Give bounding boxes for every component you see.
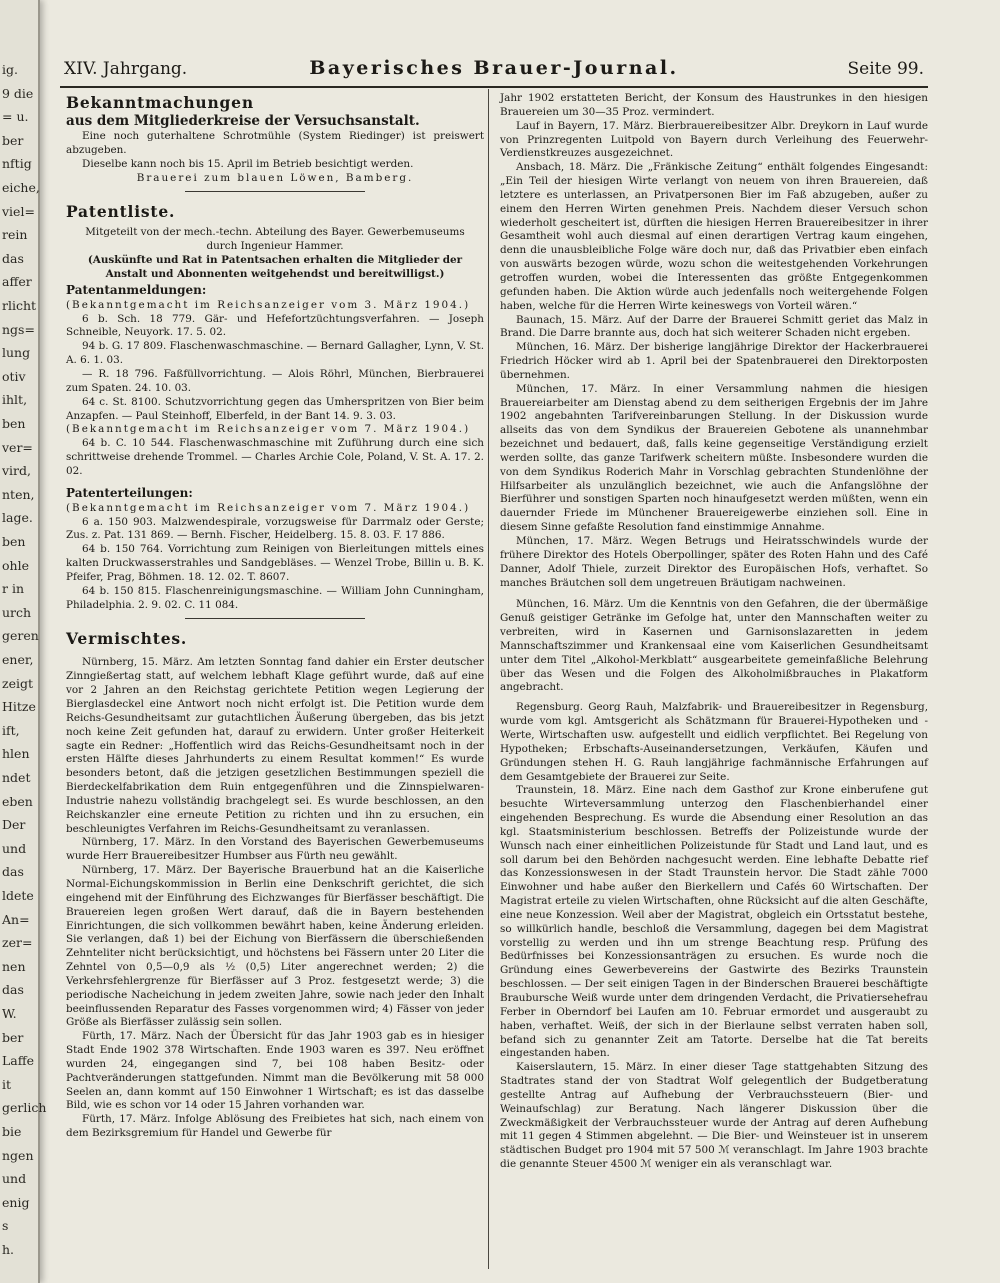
gutter-fragment: rlicht [2,298,37,313]
news-item: Fürth, 17. März. Infolge Ablösung des Freibietes hat sich, nach einem von dem Bezirksgremium für Handel und Gewerbe für [66,1113,484,1140]
page-header [60,56,928,86]
left-column [66,93,484,1273]
gutter-fragment: ver= [2,439,33,455]
gutter-fragment: nftig [2,156,32,172]
news-item: Regensburg. Georg Rauh, Malzfabrik- und Brauereibesitzer in Regensburg, wurde vom kgl. Amtsgericht als Schätzmann für Brauerei-Hypotheken und -Werte, Wirtschaften usw. aufgestellt und eidlich verpflichtet. Bei Regelung von Hypotheken; Erbschafts-Auseinandersetzungen, Verkäufen, Käufen und Gründungen stehen H. G. Rauh langjährige fachmännische Erfahrungen auf dem Gesamtgebiete der Brauerei zur Seite. [500,701,928,783]
news-item: München, 17. März. In einer Versammlung nahmen die hiesigen Brauereiarbeiter am Dienstag abend zu dem seitherigen Ergebnis der im Jahre 1902 angebahnten Tarifvereinbarungen Stellung. In der Diskussion wurde allseits das von dem Syndikus der Brauereien Gebotene als unannehmbar bezeichnet und bedauert, daß, falls keine gegenseitige Verständigung erzielt werden sollte, das ganze Tarifwerk scheitern müßte. Insbesondere wurden die von dem Syndikus Roderich Mahr in Vorschlag gebrachten Stundenlöhne der Hilfsarbeiter als unzulänglich bezeichnet, wie auch die Anfangslöhne der Bierführer und sonstigen Sparten noch hinaufgesetzt werden müßten, wenn ein dauernder Friede im Münchener Brauereigewerbe einziehen soll. Eine in diesem Sinne gefaßte Resolution fand einstimmige Annahme. [500,382,928,534]
news-item: Nürnberg, 17. März. In den Vorstand des Bayerischen Gewerbemuseums wurde Herr Brauereibesitzer Humbser aus Fürth neu gewählt. [66,836,484,863]
news-item: Ansbach, 18. März. Die „Fränkische Zeitung“ enthält folgendes Eingesandt: „Ein Teil der hiesigen Wirte verlangt von neuem von ihren Brauereien, daß letztere es unterlassen, an Privatpersonen Bier im Faß abzugeben, außer zu einem den Herren Wirten genehmen Preis. Nachdem dieser Versuch schon wiederholt gescheitert ist, dürften die hiesigen Herren Brauereibesitzer in ihrer Gesamtheit wohl auch diesmal auf einen derartigen Vertrag kaum eingehen, denn die unausbleibliche Folge wäre doch nur, daß das Privatbier eben einfach von auswärts bezogen würde, wozu schon die weitestgehenden Vorkehrungen getroffen wurden, wobei die Interessenten das größte Entgegenkommen gefunden haben. Die Aktion würde auch jedenfalls noch weitergehende Folgen haben, welche für die Herren Wirte keineswegs von Vorteil wären.“ [500,161,928,312]
source-line: (Bekanntgemacht im Reichsanzeiger vom 7. März 1904.) [66,423,471,436]
source-line: (Bekanntgemacht im Reichsanzeiger vom 3. März 1904.) [66,298,471,311]
gutter-fragment: urch [2,604,32,620]
gutter-fragment: W. [2,1006,17,1021]
gutter-fragment: eben [2,793,33,809]
gutter-fragment: nen [2,958,26,974]
gutter-fragment: zeigt [2,675,34,691]
news-item: Traunstein, 18. März. Eine nach dem Gasthof zur Krone einberufene gut besuchte Wirteversammlung unterzog den Flaschenbierhandel einer eingehenden Besprechung. Es wurde die Absendung einer Resolution an das kgl. Staatsministerium beschlossen. Betreffs der Polizeistunde wurde der Wunsch nach einer einheitlichen Polizeistunde für Stadt und Land laut, und es soll darum bei den Behörden nachgesucht werden. Eine lebhafte Debatte rief das Konzessionswesen in der Stadt Traunstein hervor. Die Stadt zähle 7000 Einwohner und habe außer den Bierkellern und Cafés 60 Wirtschaften. Der Magistrat erteile zu vielen Wirtschaften, ohne Rücksicht auf die alten Geschäfte, eine neue Konzession. Weil aber der Magistrat, obgleich ein Ortsstatut bestehe, so willkürlich handle, beschloß die Versammlung, dagegen bei dem Magistrat vorstellig zu werden und ihn um strenge Beachtung resp. Prüfung des Bedürfnisses bei Konzessionsanträgen zu ersuchen. Es wurde noch die Gründung eines Gewerbevereins der Gastwirte des Bezirks Traunstein beschlossen. — Der seit einigen Tagen in der Binderschen Brauerei beschäftigte Brauburschе Weiß wurde unter dem dringenden Verdacht, die Privatiersehefrau Ferber in Oberndorf bei Laufen am 10. Februar ermordet und ausgeraubt zu haben, verhaftet. Weiß, der sich in der Bierlaune selbst verraten haben soll, befand sich zu genannter Zeit am Tatorte. Derselbe hat die Tat bereits eingestanden haben. [500,784,928,1060]
gutter-fragment: ener, [2,652,34,667]
gutter-fragment: ngs= [2,321,35,337]
gutter-fragment: = u. [2,109,29,125]
gutter-fragment: 9 die [2,85,34,101]
announcements-subtitle: aus dem Mitgliederkreise der Versuchsanstalt. [66,113,420,129]
gutter-fragment: affer [2,274,32,290]
gutter-fragment: ohle [2,557,29,573]
column-divider [488,89,489,1269]
news-item: München, 17. März. Wegen Betrugs und Heiratsschwindels wurde der frühere Direktor des Hotels Oberpollinger, später des Roten Hahn und des Café Danner, Adolf Thiele, zurzeit Direktor des Europäischen Hofs, verhaftet. So manches Bräutchen soll dem ungetreuen Bräutigam nachweinen. [500,535,928,589]
patent-entry: 6 a. 150 903. Malzwendespirale, vorzugsweise für Darrmalz oder Gerste; Zus. z. Pat. 131 869. — Bernh. Fischer, Heidelberg. 15. 8. 03. F. 17 886. [66,515,484,542]
news-item: München, 16. März. Der bisherige langjährige Direktor der Hackerbrauerei Friedrich Höcker wird ab 1. April bei der Spatenbrauerei den Direktorposten übernehmen. [500,341,928,381]
gutter-fragment: rein [2,227,28,243]
gutter-fragment: it [2,1076,12,1092]
announcement-text: Eine noch guterhaltene Schrotmühle (System Riedinger) ist preiswert abzugeben. [66,130,484,156]
gutter-fragment: Der [2,817,26,833]
gutter-fragment: lage. [2,510,33,526]
gutter-fragment: bie [2,1124,22,1139]
gutter-fragment: das [2,864,24,880]
patents-title: Patentliste. [66,202,176,222]
gutter-fragment: lung [2,345,31,361]
gutter-fragment: ben [2,416,26,431]
patent-entry: 6 b. Sch. 18 779. Gär- und Hefefortzüchtungsverfahren. — Joseph Schneible, Neuyork. 17. 5. 02. [66,312,484,339]
right-column [500,92,928,1272]
gutter-fragment: otiv [2,368,26,384]
announcement-signature: Brauerei zum blauen Löwen, Bamberg. [136,171,414,184]
news-item: Baunach, 15. März. Auf der Darre der Brauerei Schmitt geriet das Malz in Brand. Die Darre brannte aus, doch hat sich weiterer Schaden nicht ergeben. [500,313,928,340]
gutter-fragment: eiche, [2,180,40,195]
page-number: Seite 99. [847,59,924,79]
patent-grants-title: Patenterteilungen: [66,485,193,500]
gutter-fragment: nten, [2,486,35,502]
news-item: Fürth, 17. März. Nach der Übersicht für das Jahr 1903 gab es in hiesiger Stadt Ende 1902 378 Wirtschaften. Ende 1903 waren es 397. Neu eröffnet wurden 24, eingegangen sind 7, bei 108 haben Besitz- oder Pachtveränderungen stattgefunden. Nimmt man die Bevölkerung mit 58 000 Seelen an, dann kommt auf 150 Einwohner 1 Wirtschaft; es ist das dasselbe Bild, wie es schon vor 14 oder 15 Jahren vorhanden war. [66,1030,484,1112]
patent-entry: — R. 18 796. Faßfüllvorrichtung. — Alois Röhrl, München, Bierbrauerei zum Spaten. 24. 10. 03. [66,367,484,394]
gutter-fragment: das [2,982,24,998]
gutter-fragment: viel= [2,203,35,219]
journal-title: Bayerisches Brauer-Journal. [309,57,679,79]
section-divider [185,618,365,619]
gutter-fragment: gerlich [2,1100,47,1116]
news-item: Lauf in Bayern, 17. März. Bierbrauereibesitzer Albr. Dreykorn in Lauf wurde von Prinzregenten Luitpold von Bayern durch Verleihung des Feuerwehr-Verdienstkreuzes ausgezeichnet. [500,119,928,160]
announcement-text: Dieselbe kann noch bis 15. April im Betrieb besichtigt werden. [82,157,414,170]
gutter-fragment: ber [2,132,24,148]
header-rule [60,86,928,88]
gutter-fragment: Laffe [2,1053,35,1069]
patents-credit: Mitgeteilt von der mech.-techn. Abteilung des Bayer. Gewerbemuseums [85,226,465,239]
patents-credit: durch Ingenieur Hammer. [206,240,344,253]
gutter-fragment: ngen [2,1147,34,1163]
gutter-fragment: und [2,840,27,856]
patent-entry: 94 b. G. 17 809. Flaschenwaschmaschine. — Bernard Gallagher, Lynn, V. St. A. 6. 1. 03. [66,340,484,367]
gutter-fragment: ift, [2,722,20,738]
announcements-title: Bekanntmachungen [66,93,254,112]
gutter-fragment: s [2,1218,9,1234]
patent-entry: 64 b. C. 10 544. Flaschenwaschmaschine mit Zuführung durch eine sich schrittweise drehende Trommel. — Charles Archie Cole, Poland, V. St. A. 17. 2. 02. [66,437,484,477]
gutter-fragment: ndet [2,770,31,785]
patent-applications-title: Patentanmeldungen: [66,282,207,297]
adjacent-page-gutter [0,0,47,1283]
misc-title: Vermischtes. [66,629,188,649]
patent-entry: 64 b. 150 815. Flaschenreinigungsmaschine. — William John Cunningham, Philadelphia. 2. 9. 02. C. 11 084. [66,584,484,611]
news-item: Nürnberg, 17. März. Der Bayerische Brauerbund hat an die Kaiserliche Normal-Eichungskommission in Berlin eine Denkschrift gerichtet, die sich eingehend mit der Einführung des Eichzwanges für Bierfässer beschäftigt. Die Brauereien legen großen Wert darauf, daß die in Bayern bestehenden Einrichtungen, die sich vollkommen bewährt haben, keine Änderung erleiden. Sie verlangen, daß 1) bei der Eichung von Bierfässern die überschießenden Zehnteliter nicht berücksichtigt, und höchstens bei Fässern unter 20 Liter die Zehntel von 0,5—0,9 als ½ (0,5) Liter angerechnet werden; 2) die Verkehrsfehlergrenze für Bierfässer auf 3 Proz. festgesetzt werde; 3) die periodische Nacheichung in jedem zweiten Jahre, sowie nach jeder den Inhalt beeinflussenden Reparatur des Fasses vorgenommen wird; 4) Fässer von jeder Größe als Bierfässer zulässig sein sollen. [66,864,484,1029]
gutter-fragment: ig. [2,62,18,77]
patent-entry: 64 c. St. 8100. Schutzvorrichtung gegen das Umherspritzen von Bier beim Anzapfen. — Paul Steinhoff, Elberfeld, in der Bant 14. 9. 3. 03. [66,395,484,422]
patents-note: (Auskünfte und Rat in Patentsachen erhalten die Mitglieder der Anstalt und Abonnenten weitgehendst und bereitwilligst.) [87,254,463,280]
news-item: München, 16. März. Um die Kenntnis von den Gefahren, die der übermäßige Genuß geistiger Getränke im Gefolge hat, unter den Mannschaften weiter zu verbreiten, wird in Kasernen und Garnisonslazaretten in jedem Mannschaftszimmer und Krankensaal eine vom Kaiserlichen Gesundheitsamt unter dem Titel „Alkohol-Merkblatt“ ausgearbeitete gemeinfaßliche Belehrung über das Wesen und die Folgen des Alkoholmißbrauches in Plakatform angebracht. [500,598,928,694]
news-item: Nürnberg, 15. März. Am letzten Sonntag fand dahier ein Erster deutscher Zinngießertag statt, auf welchem lebhaft Klage geführt wurde, daß auf eine vor 2 Jahren an den Reichstag gerichtete Petition wegen Legierung der Bierglasdeckel eine Antwort noch nicht erfolgt ist. Die Petition wurde dem Reichs-Gesundheitsamt zur gutachtlichen Äußerung übergeben, das bis jetzt noch keine Zeit gefunden hat, darauf zu erwidern. Unter großer Heiterkeit sagte ein Redner: „Hoffentlich wird das Reichs-Gesundheitsamt noch in der ersten Hälfte dieses Jahrhunderts zu einem Resultat kommen!“ Es wurde besonders betont, daß die jetzigen gesetzlichen Bestimmungen speziell die Bierdeckelfabrikation dem Ruin entgegenführen und die Zinnspielwaren-Industrie nahezu vollständig brachgelegt sei. Es wurde beschlossen, an den Reichskanzler eine erneute Petition zu richten und ihn zu ersuchen, ein beschleunigtes Verfahren im Reichs-Gesundheitsamt zu veranlassen. [66,656,484,835]
gutter-fragment: geren [2,628,39,644]
gutter-fragment: Hitze [2,699,36,715]
volume-label: XIV. Jahrgang. [64,59,188,79]
gutter-fragment: hlen [2,746,30,762]
gutter-fragment: An= [2,911,30,927]
gutter-fragment: ber [2,1029,24,1045]
gutter-fragment: das [2,250,24,266]
gutter-fragment: ben [2,534,26,549]
gutter-fragment: ihlt, [2,392,28,408]
section-divider [185,191,365,192]
gutter-fragment: zer= [2,935,33,951]
patent-entry: 64 b. 150 764. Vorrichtung zum Reinigen von Bierleitungen mittels eines kalten Druckwasserstrahles und Sandgebläses. — Wenzel Trobe, Billin u. B. K. Pfeifer, Prag, Böhmen. 18. 12. 02. T. 8607. [66,543,484,583]
news-item: Kaiserslautern, 15. März. In einer dieser Tage stattgehabten Sitzung des Stadtrates stand der von Stadtrat Wolf gelegentlich der Budgetberatung gestellte Antrag auf Aufhebung der Verbrauchssteuern (Bier- und Weinaufschlag) zur Beratung. Nach längerer Diskussion über die Zweckmäßigkeit der Verbrauchssteuer wurde der Antrag auf deren Aufhebung mit 11 gegen 4 Stimmen abgelehnt. — Die Bier- und Weinsteuer ist in unserem städtischen Budget pro 1904 mit 57 500 ℳ veranschlagt. Im Jahre 1903 brachte die genannte Steuer 4500 ℳ weniger ein als veranschlagt war. [500,1061,928,1171]
gutter-fragment: r in [2,581,24,597]
gutter-fragment: und [2,1171,27,1187]
gutter-fragment: h. [2,1242,15,1257]
source-line: (Bekanntgemacht im Reichsanzeiger vom 7. März 1904.) [66,501,471,514]
gutter-fragment: ldete [2,888,34,903]
gutter-fragment: vird, [2,463,32,479]
gutter-fragment: enig [2,1194,30,1210]
news-item: Jahr 1902 erstatteten Bericht, der Konsum des Haustrunkes in den hiesigen Brauereien um 30—35 Proz. vermindert. [500,92,928,118]
